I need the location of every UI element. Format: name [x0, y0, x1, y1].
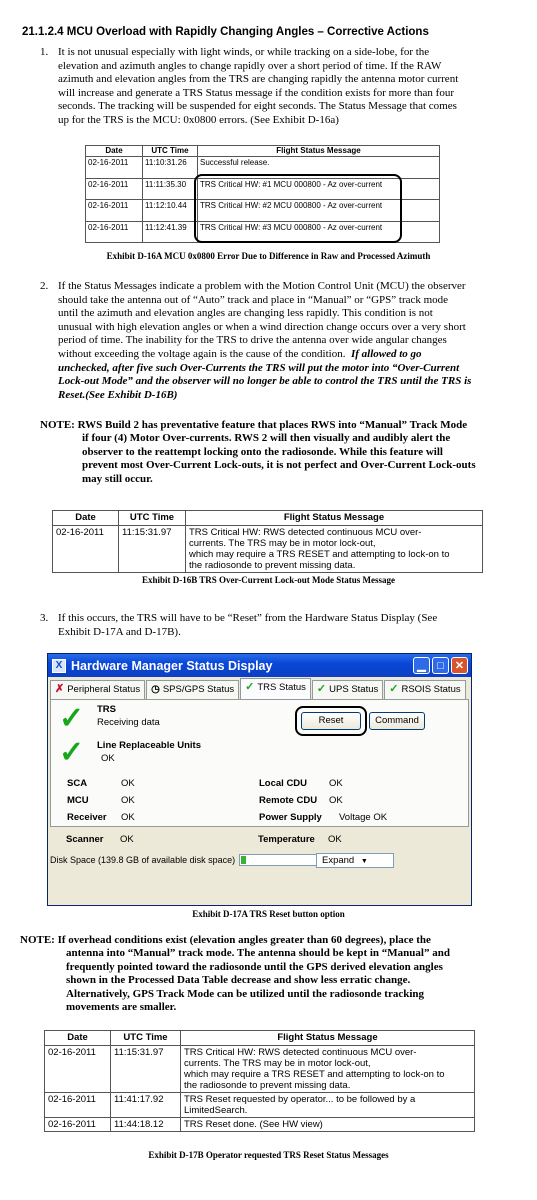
tab-label: Peripheral Status	[67, 684, 141, 695]
cell-time: 11:44:18.12	[111, 1118, 181, 1132]
note-line: antenna into “Manual” track mode. The antenna should be kept in “Manual” and	[66, 947, 450, 960]
cell-date: 02-16-2011	[86, 200, 143, 222]
window-title: Hardware Manager Status Display	[71, 658, 273, 673]
cell-time: 11:11:35.30	[143, 178, 198, 200]
hardware-manager-window	[47, 653, 472, 906]
note-rws-build-2	[40, 419, 520, 486]
text-line: If this occurs, the TRS will have to be “Reset” from the Hardware Status Display (See	[58, 612, 438, 624]
column-header-message: Flight Status Message	[186, 511, 483, 526]
expand-dropdown[interactable]	[316, 853, 394, 868]
column-header-utc-time: UTC Time	[143, 146, 198, 157]
note-line: movements are smaller.	[66, 1001, 177, 1014]
tab-label: TRS Status	[257, 682, 306, 693]
text-emphasis: If allowed to go	[350, 347, 422, 360]
message-line: TRS Reset done. (See HW view)	[184, 1119, 323, 1130]
paragraph-item-2	[40, 280, 520, 404]
sca-label: SCA	[67, 778, 88, 789]
scanner-value: OK	[120, 834, 134, 845]
receiver-value: OK	[121, 812, 135, 823]
note-line: frequently pointed toward the radiosonde until the GPS derived elevation angles	[66, 960, 443, 973]
status-table-d17b	[44, 1030, 475, 1132]
cell-message: TRS Critical HW: #3 MCU 000800 - Az over-current	[198, 221, 440, 243]
table-row	[45, 1093, 475, 1118]
text-line: unusual with high elevation angles or when a wind direction change occurs over a very short	[58, 320, 466, 333]
checkmark-icon: ✓	[59, 736, 85, 769]
checkmark-icon: ✓	[59, 702, 85, 735]
cell-message	[181, 1118, 475, 1132]
cell-message: TRS Critical HW: #1 MCU 000800 - Az over-current	[198, 178, 440, 200]
tab-sps-gps-status[interactable]	[146, 680, 239, 699]
caption-d17a: Exhibit D-17A TRS Reset button option	[192, 909, 345, 919]
column-header-utc-time: UTC Time	[111, 1031, 181, 1046]
column-header-utc-time: UTC Time	[119, 511, 186, 526]
cell-date: 02-16-2011	[86, 178, 143, 200]
table-row	[45, 1046, 475, 1093]
text-line: seconds. The tracking will be suspended for eight seconds. The Status Message that comes	[58, 100, 457, 113]
text-line: azimuth and elevation angles from the TRS are changing rapidly the antenna motor current	[58, 73, 459, 86]
cell-date: 02-16-2011	[45, 1118, 111, 1132]
item-number: 2.	[40, 280, 49, 292]
power-supply-value: Voltage OK	[339, 812, 388, 823]
cell-date: 02-16-2011	[53, 526, 119, 573]
cell-message: Successful release.	[198, 157, 440, 179]
tab-label: RSOIS Status	[401, 684, 461, 695]
cell-message: TRS Critical HW: #2 MCU 000800 - Az over-current	[198, 200, 440, 222]
text-line: period of time. The inability for the TRS to drive the antenna over wide angular changes	[58, 334, 447, 347]
text-line-emphasis: Reset.(See Exhibit D-16B)	[58, 388, 178, 401]
window-titlebar[interactable]	[48, 654, 471, 677]
caption-d16a: Exhibit D-16A MCU 0x0800 Error Due to Difference in Raw and Processed Azimuth	[106, 251, 431, 261]
cell-message	[181, 1093, 475, 1118]
note-line: Alternatively, GPS Track Mode can be utilized until the radiosonde tracking	[66, 987, 425, 1000]
table-row	[53, 526, 483, 573]
highlight-box	[295, 706, 367, 736]
column-header-message: Flight Status Message	[181, 1031, 475, 1046]
cell-time: 11:15:31.97	[119, 526, 186, 573]
minimize-button[interactable]: ▁	[413, 657, 430, 674]
cell-time: 11:41:17.92	[111, 1093, 181, 1118]
cell-date: 02-16-2011	[45, 1046, 111, 1093]
text-line-emphasis: unchecked, after five such Over-Currents the TRS will put the motor into “Over-Current	[58, 361, 460, 374]
close-button[interactable]: ✕	[451, 657, 468, 674]
command-button[interactable]: Command	[369, 712, 425, 730]
cell-time: 11:12:10.44	[143, 200, 198, 222]
app-icon: X	[52, 659, 66, 673]
caption-d17b: Exhibit D-17B Operator requested TRS Reset Status Messages	[148, 1150, 389, 1160]
chevron-down-icon: ▼	[360, 858, 368, 865]
message-line: which may require a TRS RESET and attempting to lock-on to	[189, 549, 450, 560]
highlight-box	[194, 174, 402, 243]
item-number: 3.	[40, 612, 49, 624]
lru-title: Line Replaceable Units	[97, 740, 202, 751]
mcu-value: OK	[121, 795, 135, 806]
cell-date: 02-16-2011	[86, 221, 143, 243]
tab-rsois-status[interactable]	[384, 680, 465, 699]
message-line: the radiosonde to prevent missing data.	[189, 560, 356, 571]
receiver-label: Receiver	[67, 812, 107, 823]
text-line: should take the antenna out of “Auto” track and place in “Manual” or “GPS” track mode	[58, 293, 449, 306]
column-header-date: Date	[86, 146, 143, 157]
item-number: 1.	[40, 46, 49, 58]
clock-icon: ◷	[151, 684, 160, 695]
tab-peripheral-status[interactable]	[50, 680, 145, 699]
status-tabs	[50, 680, 469, 699]
table-row	[45, 1118, 475, 1132]
disk-space-bar	[239, 854, 319, 866]
message-line: TRS Reset requested by operator... to be followed by a	[184, 1094, 416, 1105]
section-heading: 21.1.2.4 MCU Overload with Rapidly Changing Angles – Corrective Actions	[22, 26, 429, 38]
tab-ups-status[interactable]	[312, 680, 383, 699]
column-header-date: Date	[53, 511, 119, 526]
text-line: elevation and azimuth angles to change rapidly over a short period of time. If the RAW	[58, 59, 442, 72]
text-plain: without exceeding the voltage again is the cause of the condition.	[58, 347, 346, 360]
text-line-emphasis: Lock-out Mode” and the observer will no longer be able to control the TRS until the TRS is	[58, 375, 472, 388]
paragraph-item-3	[40, 612, 520, 642]
column-header-date: Date	[45, 1031, 111, 1046]
temperature-value: OK	[328, 834, 342, 845]
maximize-button[interactable]: □	[432, 657, 449, 674]
tab-label: UPS Status	[329, 684, 379, 695]
local-cdu-label: Local CDU	[259, 778, 308, 789]
text-line: Exhibit D-17A and D-17B).	[58, 625, 181, 638]
note-overhead-conditions	[20, 934, 520, 1014]
text-line: until the azimuth and elevation angles are changing less rapidly. This condition is not	[58, 307, 433, 320]
note-line: if four (4) Motor Over-currents. RWS 2 will then visually and audibly alert the	[82, 432, 451, 445]
cell-time: 11:12:41.39	[143, 221, 198, 243]
tab-label: SPS/GPS Status	[162, 684, 235, 695]
sca-value: OK	[121, 778, 135, 789]
cell-time: 11:15:31.97	[111, 1046, 181, 1093]
message-line: TRS Critical HW: RWS detected continuous MCU over-	[189, 527, 422, 538]
note-line: NOTE: If overhead conditions exist (elevation angles greater than 60 degrees), place the	[20, 934, 431, 946]
cell-message	[186, 526, 483, 573]
note-line: observer to the reattempt locking onto the radiosonde. While this feature will	[82, 445, 443, 458]
trs-title: TRS	[97, 704, 116, 715]
disk-space-row	[50, 854, 319, 866]
text-line	[58, 348, 471, 362]
text-line: It is not unusual especially with light winds, or while tracking on a side-lobe, for the	[58, 46, 430, 58]
trs-status-text: Receiving data	[97, 717, 160, 728]
message-line: which may require a TRS RESET and attempting to lock-on to	[184, 1069, 445, 1080]
disk-space-fill	[241, 856, 246, 864]
lru-status: OK	[101, 753, 115, 764]
note-line: prevent most Over-Current Lock-outs, it is not perfect and Over-Current Lock-outs	[82, 459, 476, 472]
text-line: If the Status Messages indicate a problem with the Motion Control Unit (MCU) the observer	[58, 280, 466, 292]
message-line: currents. The TRS may be in motor lock-out,	[189, 538, 376, 549]
note-line: NOTE: RWS Build 2 has preventative feature that places RWS into “Manual” Track Mode	[40, 419, 468, 431]
status-table-d16b	[52, 510, 483, 573]
trs-status-panel	[50, 699, 469, 827]
disk-space-label: Disk Space (139.8 GB of available disk space)	[50, 855, 236, 865]
cell-date: 02-16-2011	[86, 157, 143, 179]
checkmark-icon: ✓	[245, 681, 255, 693]
message-line: LimitedSearch.	[184, 1105, 248, 1116]
x-mark-icon: ✗	[55, 683, 65, 695]
scanner-label: Scanner	[66, 834, 104, 845]
tab-trs-status[interactable]	[240, 678, 311, 699]
expand-label: Expand	[322, 855, 355, 866]
message-line: the radiosonde to prevent missing data.	[184, 1080, 351, 1091]
note-line: may still occur.	[82, 472, 153, 485]
remote-cdu-label: Remote CDU	[259, 795, 318, 806]
local-cdu-value: OK	[329, 778, 343, 789]
text-line: up for the TRS is the MCU: 0x0800 errors. (See Exhibit D-16a)	[58, 113, 339, 126]
paragraph-item-1	[40, 46, 520, 130]
column-header-message: Flight Status Message	[198, 146, 440, 157]
temperature-label: Temperature	[258, 834, 315, 845]
caption-d16b: Exhibit D-16B TRS Over-Current Lock-out Mode Status Message	[141, 575, 396, 585]
text-line: will increase and generate a TRS Status message if the condition exists for more than four	[58, 86, 454, 99]
note-line: shown in the Processed Data Table decrease and show less erratic change.	[66, 974, 411, 987]
reset-button[interactable]: Reset	[301, 712, 361, 730]
mcu-label: MCU	[67, 795, 89, 806]
cell-date: 02-16-2011	[45, 1093, 111, 1118]
cell-message	[181, 1046, 475, 1093]
message-line: TRS Critical HW: RWS detected continuous MCU over-	[184, 1047, 417, 1058]
checkmark-icon: ✓	[389, 683, 399, 695]
message-line: currents. The TRS may be in motor lock-out,	[184, 1058, 371, 1069]
cell-time: 11:10:31.26	[143, 157, 198, 179]
power-supply-label: Power Supply	[259, 812, 322, 823]
checkmark-icon: ✓	[316, 683, 327, 695]
remote-cdu-value: OK	[329, 795, 343, 806]
